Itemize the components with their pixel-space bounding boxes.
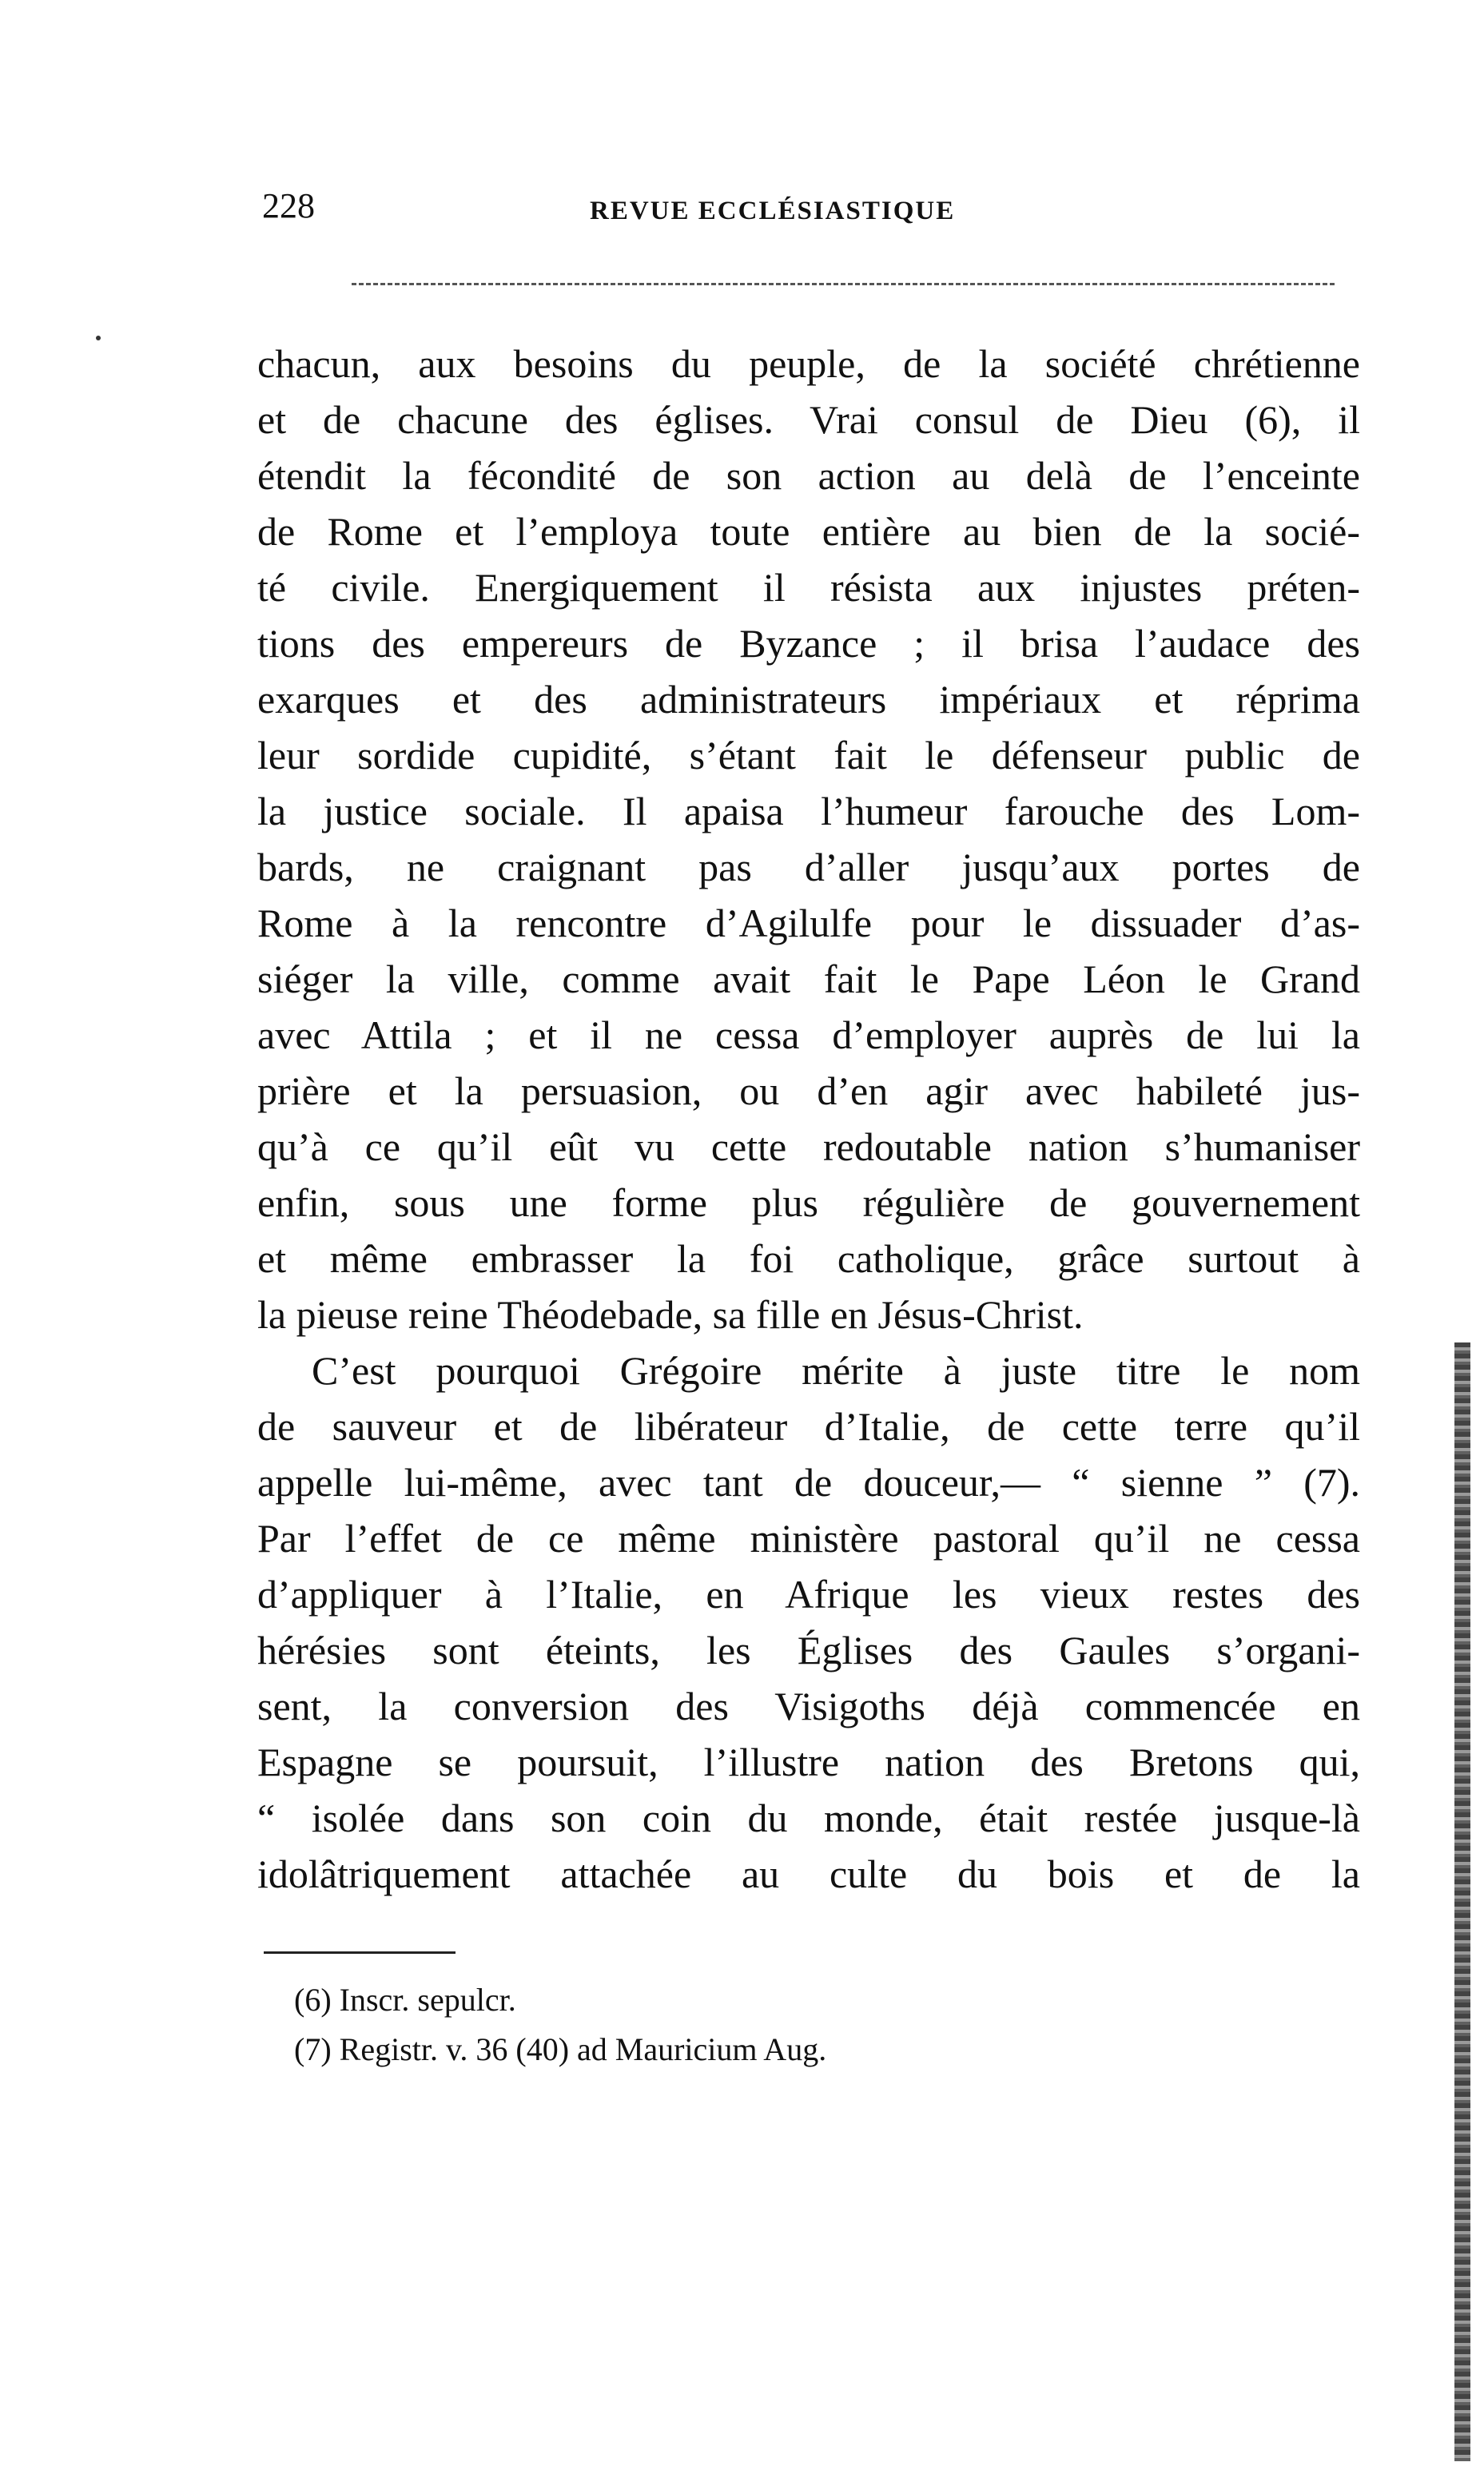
text-line: hérésies sont éteints, les Églises des Gaules s’organi- bbox=[257, 1628, 1360, 1673]
text-line: et même embrasser la foi catholique, grâce surtout à bbox=[257, 1236, 1360, 1281]
body-text bbox=[257, 336, 1360, 1902]
text-line: exarques et des administrateurs impériaux et réprima bbox=[257, 677, 1360, 722]
paragraph-last-line: la pieuse reine Théodebade, sa fille en Jésus-Christ. bbox=[257, 1292, 1084, 1337]
text-line: “ isolée dans son coin du monde, était restée jusque-là bbox=[257, 1796, 1360, 1840]
text-line: siéger la ville, comme avait fait le Pape Léon le Grand bbox=[257, 957, 1360, 1001]
margin-speck bbox=[96, 336, 101, 340]
text-line: idolâtriquement attachée au culte du bois et de la bbox=[257, 1852, 1360, 1896]
text-line: de sauveur et de libérateur d’Italie, de cette terre qu’il bbox=[257, 1404, 1360, 1449]
text-line: étendit la fécondité de son action au delà de l’enceinte bbox=[257, 453, 1360, 498]
text-line: Espagne se poursuit, l’illustre nation des Bretons qui, bbox=[257, 1740, 1360, 1784]
text-line: tions des empereurs de Byzance ; il brisa l’audace des bbox=[257, 621, 1360, 666]
text-line: et de chacune des églises. Vrai consul de Dieu (6), il bbox=[257, 397, 1360, 442]
text-line: qu’à ce qu’il eût vu cette redoutable nation s’humaniser bbox=[257, 1124, 1360, 1169]
text-line: enfin, sous une forme plus régulière de gouvernement bbox=[257, 1180, 1360, 1225]
text-line: té civile. Energiquement il résista aux injustes préten- bbox=[257, 565, 1360, 610]
header-rule bbox=[352, 283, 1335, 285]
footnotes bbox=[294, 1975, 1253, 2074]
text-line: prière et la persuasion, ou d’en agir avec habileté jus- bbox=[257, 1068, 1360, 1113]
text-line: Par l’effet de ce même ministère pastoral qu’il ne cessa bbox=[257, 1516, 1360, 1561]
text-line: sent, la conversion des Visigoths déjà commencée en bbox=[257, 1684, 1360, 1728]
text-line: de Rome et l’employa toute entière au bien de la socié- bbox=[257, 509, 1360, 554]
running-head: REVUE ECCLÉSIASTIQUE bbox=[590, 197, 956, 225]
text-line: chacun, aux besoins du peuple, de la société chrétienne bbox=[257, 341, 1360, 386]
text-line: bards, ne craignant pas d’aller jusqu’aux portes de bbox=[257, 845, 1360, 889]
footnote-7: (7) Registr. v. 36 (40) ad Mauricium Aug. bbox=[294, 2031, 827, 2067]
text-line: avec Attila ; et il ne cessa d’employer auprès de lui la bbox=[257, 1012, 1360, 1057]
text-line: la justice sociale. Il apaisa l’humeur farouche des Lom- bbox=[257, 789, 1360, 833]
text-line: Rome à la rencontre d’Agilulfe pour le dissuader d’as- bbox=[257, 901, 1360, 945]
text-line: d’appliquer à l’Italie, en Afrique les vieux restes des bbox=[257, 1572, 1360, 1617]
text-line: leur sordide cupidité, s’étant fait le défenseur public de bbox=[257, 733, 1360, 778]
paragraph-first-line: C’est pourquoi Grégoire mérite à juste titre le nom bbox=[312, 1348, 1360, 1393]
text-line: appelle lui-même, avec tant de douceur,— “ sienne ” (7). bbox=[257, 1460, 1360, 1505]
footnote-6: (6) Inscr. sepulcr. bbox=[294, 1982, 516, 2018]
page-edge-shadow bbox=[1454, 1342, 1470, 2461]
footnote-rule bbox=[264, 1951, 456, 1954]
page-number: 228 bbox=[262, 186, 315, 225]
